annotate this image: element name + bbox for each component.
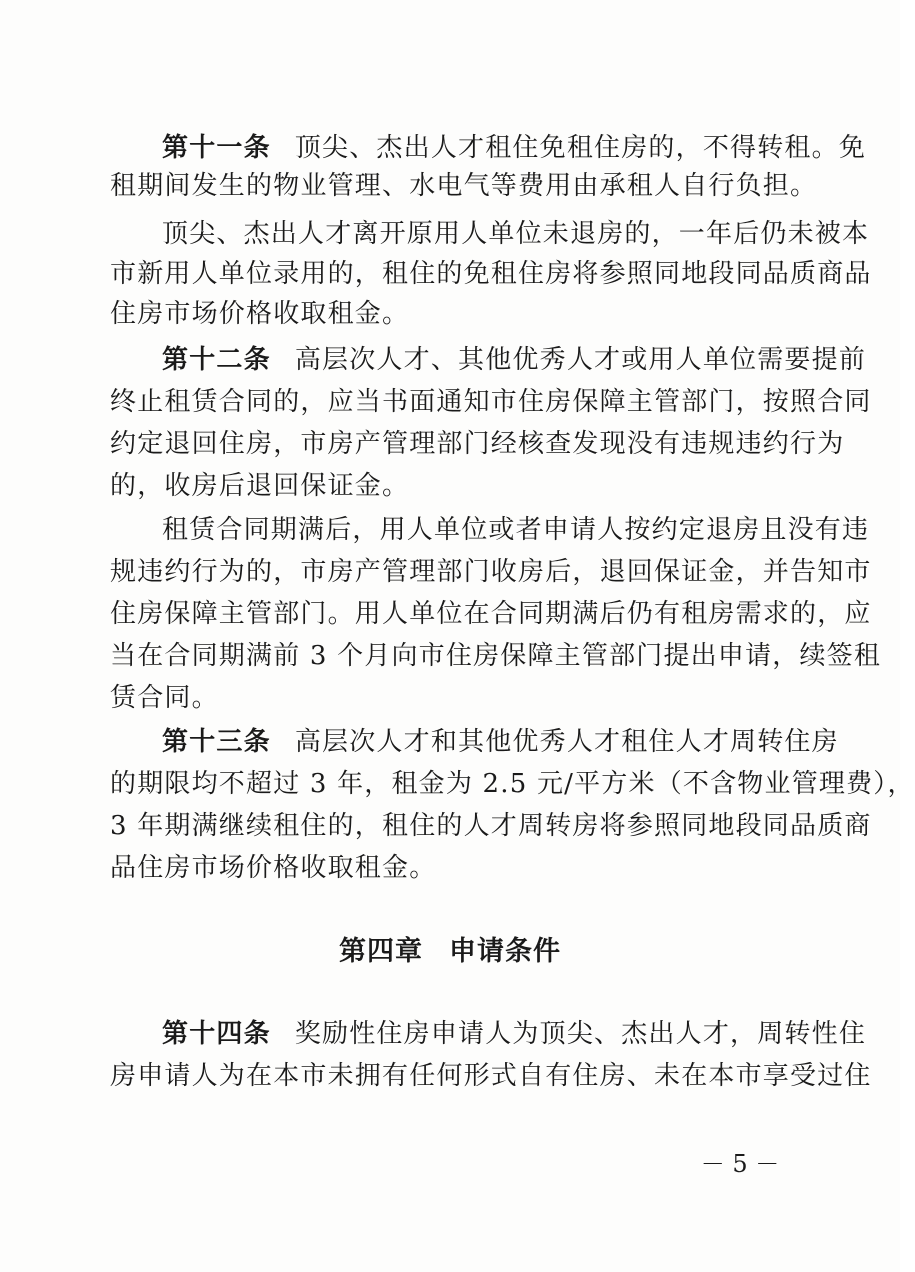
chapter-title: 申请条件 bbox=[449, 936, 561, 967]
article-12-para-2-line-3: 住房保障主管部门。用人单位在合同期满后仍有租房需求的，应 bbox=[110, 599, 872, 629]
article-12-line-4: 的，收房后退回保证金。 bbox=[110, 471, 410, 501]
article-14-line-1 bbox=[162, 1014, 867, 1054]
article-13-line-1 bbox=[162, 722, 839, 762]
article-11-line-1 bbox=[162, 128, 867, 168]
article-13-number: 第十三条 bbox=[162, 727, 271, 757]
article-14-line-2: 房申请人为在本市未拥有任何形式自有住房、未在本市享受过住 bbox=[110, 1061, 872, 1091]
article-12-line-2: 终止租赁合同的，应当书面通知市住房保障主管部门，按照合同 bbox=[110, 387, 872, 417]
article-11-para-2-line-2: 市新用人单位录用的，租住的免租住房将参照同地段同品质商品 bbox=[110, 259, 872, 289]
article-11-number: 第十一条 bbox=[162, 133, 271, 163]
chapter-number: 第四章 bbox=[339, 936, 423, 967]
article-12-para-2-line-4: 当在合同期满前 3 个月向市住房保障主管部门提出申请，续签租 bbox=[110, 641, 882, 671]
article-13-line-3: 3 年期满继续租住的，租住的人才周转房将参照同地段同品质商 bbox=[110, 811, 872, 841]
page-number: － 5 － bbox=[700, 1150, 780, 1178]
article-11-line-2: 租期间发生的物业管理、水电气等费用由承租人自行负担。 bbox=[110, 171, 818, 201]
article-11-para-2-line-3: 住房市场价格收取租金。 bbox=[110, 299, 410, 329]
article-12-para-2-line-2: 规违约行为的，市房产管理部门收房后，退回保证金，并告知市 bbox=[110, 557, 872, 587]
article-13-line-2: 的期限均不超过 3 年，租金为 2.5 元/平方米（不含物业管理费）， bbox=[110, 769, 915, 799]
article-12-para-2-line-5: 赁合同。 bbox=[110, 683, 219, 713]
article-12-text: 高层次人才、其他优秀人才或用人单位需要提前 bbox=[294, 345, 867, 375]
article-11-text: 顶尖、杰出人才租住免租住房的，不得转租。免 bbox=[294, 133, 867, 163]
article-12-line-1 bbox=[162, 340, 867, 380]
article-14-text: 奖励性住房申请人为顶尖、杰出人才，周转性住 bbox=[294, 1019, 867, 1049]
article-12-para-2-line-1: 租赁合同期满后，用人单位或者申请人按约定退房且没有违 bbox=[162, 515, 870, 545]
article-11-para-2-line-1: 顶尖、杰出人才离开原用人单位未退房的，一年后仍未被本 bbox=[162, 219, 870, 249]
article-13-text: 高层次人才和其他优秀人才租住人才周转住房 bbox=[294, 727, 839, 757]
article-14-number: 第十四条 bbox=[162, 1019, 271, 1049]
article-12-number: 第十二条 bbox=[162, 345, 271, 375]
chapter-heading bbox=[0, 930, 900, 974]
article-13-line-4: 品住房市场价格收取租金。 bbox=[110, 853, 437, 883]
article-12-line-3: 约定退回住房，市房产管理部门经核查发现没有违规违约行为 bbox=[110, 429, 845, 459]
